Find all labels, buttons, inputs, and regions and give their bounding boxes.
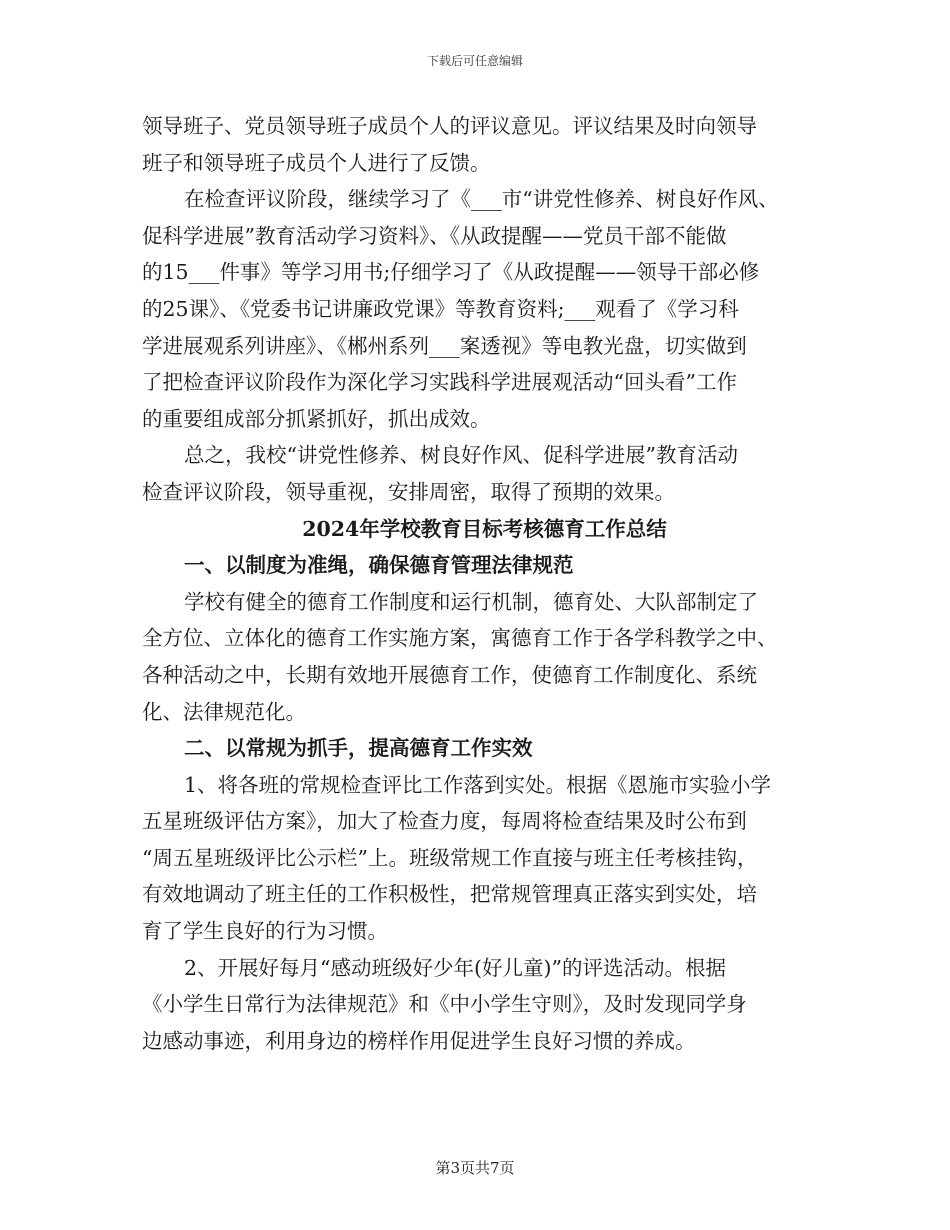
text-line: 化、法律规范化。 [142, 699, 306, 724]
section-heading: 一、以制度为准绳，确保德育管理法律规范 [184, 553, 574, 578]
section-heading: 二、以常规为抓手，提高德育工作实效 [184, 736, 533, 761]
text-line: 《小学生日常行为法律规范》和《中小学生守则》，及时发现同学身 [142, 992, 747, 1017]
text-line: 促科学进展”教育活动学习资料》、《从政提醒——党员干部不能做 [142, 223, 727, 248]
text-line: 的重要组成部分抓紧抓好，抓出成效。 [142, 406, 491, 431]
page-number: 第3页共7页 [435, 1159, 515, 1177]
text-line: 学进展观系列讲座》、《郴州系列___案透视》等电教光盘，切实做到 [142, 333, 747, 358]
page-header-note: 下载后可任意编辑 [426, 54, 523, 68]
text-line: 了把检查评议阶段作为深化学习实践科学进展观活动“回头看”工作 [142, 370, 737, 395]
text-line: 2、开展好每月“感动班级好少年(好儿童)”的评选活动。根据 [184, 955, 726, 980]
text-line: 在检查评议阶段，继续学习了《___市“讲党性修养、树良好作风、 [184, 187, 779, 212]
text-line: 检查评议阶段，领导重视，安排周密，取得了预期的效果。 [142, 479, 675, 504]
section-title: 2024年学校教育目标考核德育工作总结 [302, 516, 667, 541]
text-line: 育了学生良好的行为习惯。 [142, 919, 388, 944]
text-line: 五星班级评估方案》，加大了检查力度，每周将检查结果及时公布到 [142, 809, 747, 834]
text-line: 的15___件事》等学习用书;仔细学习了《从政提醒——领导干部必修 [142, 260, 760, 285]
text-line: 有效地调动了班主任的工作积极性，把常规管理真正落实到实处，培 [142, 882, 757, 907]
text-line: 各种活动之中，长期有效地开展德育工作，使德育工作制度化、系统 [142, 662, 757, 687]
document-body [142, 108, 827, 1059]
text-line: 1、将各班的常规检查评比工作落到实处。根据《恩施市实验小学 [184, 772, 772, 797]
text-line: 班子和领导班子成员个人进行了反馈。 [142, 150, 491, 175]
text-line: “周五星班级评比公示栏”上。班级常规工作直接与班主任考核挂钩， [142, 845, 758, 870]
text-line: 领导班子、党员领导班子成员个人的评议意见。评议结果及时向领导 [142, 114, 757, 138]
text-line: 总之，我校“讲党性修养、树良好作风、促科学进展”教育活动 [184, 443, 738, 468]
text-line: 边感动事迹，利用身边的榜样作用促进学生良好习惯的养成。 [142, 1028, 696, 1053]
text-line: 的25课》、《党委书记讲廉政党课》等教育资料;___观看了《学习科 [142, 296, 739, 321]
text-line: 全方位、立体化的德育工作实施方案，寓德育工作于各学科教学之中、 [142, 626, 778, 651]
text-line: 学校有健全的德育工作制度和运行机制，德育处、大队部制定了 [184, 589, 758, 614]
